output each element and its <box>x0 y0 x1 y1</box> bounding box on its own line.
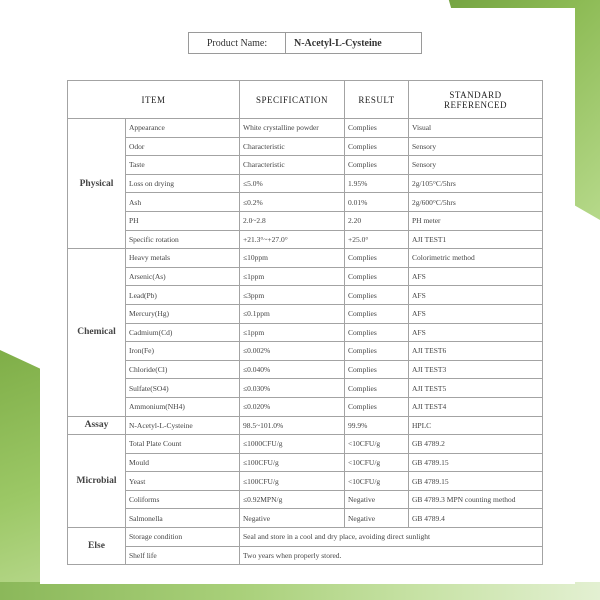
table-row <box>68 453 543 472</box>
table-row <box>68 416 543 435</box>
result-cell: 1.95% <box>345 174 409 193</box>
item-cell: Sulfate(SO4) <box>126 379 240 398</box>
table-row <box>68 193 543 212</box>
result-cell: Complies <box>345 286 409 305</box>
spec-cell: ≤1ppm <box>240 323 345 342</box>
result-cell: 2.20 <box>345 211 409 230</box>
table-row <box>68 472 543 491</box>
result-cell: Complies <box>345 397 409 416</box>
header-specification: SPECIFICATION <box>240 81 345 119</box>
spec-cell: ≤0.040% <box>240 360 345 379</box>
spec-cell: ≤0.020% <box>240 397 345 416</box>
spec-cell: ≤3ppm <box>240 286 345 305</box>
result-cell: Complies <box>345 156 409 175</box>
green-leaf-decoration-bottom <box>0 582 600 600</box>
standard-cell: AJI TEST3 <box>409 360 543 379</box>
spec-cell: ≤0.030% <box>240 379 345 398</box>
item-cell: Appearance <box>126 119 240 138</box>
standard-cell: GB 4789.2 <box>409 435 543 454</box>
result-cell: Complies <box>345 360 409 379</box>
table-row <box>68 528 543 547</box>
result-cell: Negative <box>345 490 409 509</box>
standard-cell: AJI TEST6 <box>409 342 543 361</box>
result-cell: Complies <box>345 323 409 342</box>
specification-table <box>67 80 543 565</box>
result-cell: Complies <box>345 249 409 268</box>
result-cell: Complies <box>345 379 409 398</box>
spec-cell: Negative <box>240 509 345 528</box>
spec-cell: ≤0.92MPN/g <box>240 490 345 509</box>
table-row <box>68 156 543 175</box>
spec-cell: ≤1000CFU/g <box>240 435 345 454</box>
spec-cell: ≤100CFU/g <box>240 453 345 472</box>
table-row <box>68 509 543 528</box>
standard-cell: 2g/105°C/5hrs <box>409 174 543 193</box>
item-cell: Salmonella <box>126 509 240 528</box>
spec-cell: 98.5~101.0% <box>240 416 345 435</box>
table-row <box>68 137 543 156</box>
table-row <box>68 342 543 361</box>
item-cell: Odor <box>126 137 240 156</box>
header-item: ITEM <box>68 81 240 119</box>
item-cell: Specific rotation <box>126 230 240 249</box>
result-cell: <10CFU/g <box>345 453 409 472</box>
standard-cell: Colorimetric method <box>409 249 543 268</box>
category-microbial: Microbial <box>68 435 126 528</box>
item-cell: Mercury(Hg) <box>126 304 240 323</box>
item-cell: Storage condition <box>126 528 240 547</box>
result-cell: 0.01% <box>345 193 409 212</box>
table-row <box>68 304 543 323</box>
table-row <box>68 119 543 138</box>
result-cell: Complies <box>345 342 409 361</box>
standard-cell: AJI TEST4 <box>409 397 543 416</box>
table-row <box>68 546 543 565</box>
spec-cell: ≤100CFU/g <box>240 472 345 491</box>
header-standard-line1: STANDARD <box>449 89 502 100</box>
result-cell: <10CFU/g <box>345 472 409 491</box>
standard-cell: AJI TEST1 <box>409 230 543 249</box>
table-row <box>68 323 543 342</box>
table-row <box>68 435 543 454</box>
table-row <box>68 230 543 249</box>
table-row <box>68 249 543 268</box>
item-cell: Coliforms <box>126 490 240 509</box>
spec-cell: Characteristic <box>240 137 345 156</box>
result-cell: <10CFU/g <box>345 435 409 454</box>
table-row <box>68 286 543 305</box>
table-row <box>68 490 543 509</box>
spec-cell: ≤0.2% <box>240 193 345 212</box>
standard-cell: Sensory <box>409 156 543 175</box>
table-header-row <box>68 81 543 119</box>
category-chemical: Chemical <box>68 249 126 416</box>
standard-cell: Sensory <box>409 137 543 156</box>
product-name-label: Product Name: <box>189 33 286 53</box>
standard-cell: AFS <box>409 323 543 342</box>
table-row <box>68 360 543 379</box>
table-row <box>68 379 543 398</box>
item-cell: Ash <box>126 193 240 212</box>
result-cell: Complies <box>345 267 409 286</box>
item-cell: Total Plate Count <box>126 435 240 454</box>
spec-cell: Characteristic <box>240 156 345 175</box>
standard-cell: AFS <box>409 267 543 286</box>
item-cell: Iron(Fe) <box>126 342 240 361</box>
result-cell: Negative <box>345 509 409 528</box>
item-cell: Cadmium(Cd) <box>126 323 240 342</box>
spec-cell: 2.0~2.8 <box>240 211 345 230</box>
standard-cell: HPLC <box>409 416 543 435</box>
category-physical: Physical <box>68 119 126 249</box>
standard-cell: GB 4789.15 <box>409 472 543 491</box>
table-row <box>68 397 543 416</box>
item-cell: Yeast <box>126 472 240 491</box>
category-assay: Assay <box>68 416 126 435</box>
item-cell: Lead(Pb) <box>126 286 240 305</box>
table-row <box>68 267 543 286</box>
item-cell: Mould <box>126 453 240 472</box>
result-cell: Complies <box>345 137 409 156</box>
standard-cell: GB 4789.3 MPN counting method <box>409 490 543 509</box>
header-result: RESULT <box>345 81 409 119</box>
result-cell: Complies <box>345 119 409 138</box>
header-standard-line2: REFERENCED <box>443 99 507 110</box>
item-cell: Loss on drying <box>126 174 240 193</box>
standard-cell: AJI TEST5 <box>409 379 543 398</box>
item-cell: Ammonium(NH4) <box>126 397 240 416</box>
item-cell: N-Acetyl-L-Cysteine <box>126 416 240 435</box>
spec-cell: White crystalline powder <box>240 119 345 138</box>
spec-cell: ≤10ppm <box>240 249 345 268</box>
item-cell: Shelf life <box>126 546 240 565</box>
result-cell: +25.0° <box>345 230 409 249</box>
item-cell: Heavy metals <box>126 249 240 268</box>
product-name-value: N-Acetyl-L-Cysteine <box>294 37 382 49</box>
item-cell: Taste <box>126 156 240 175</box>
header-standard <box>409 81 543 119</box>
item-cell: PH <box>126 211 240 230</box>
standard-cell: AFS <box>409 304 543 323</box>
category-else: Else <box>68 528 126 565</box>
spec-cell: +21.3°~+27.0° <box>240 230 345 249</box>
standard-cell: GB 4789.15 <box>409 453 543 472</box>
spec-cell: ≤1ppm <box>240 267 345 286</box>
spec-cell-merged: Two years when properly stored. <box>240 546 543 565</box>
standard-cell: Visual <box>409 119 543 138</box>
result-cell: Complies <box>345 304 409 323</box>
spec-cell: ≤0.1ppm <box>240 304 345 323</box>
spec-cell: ≤5.0% <box>240 174 345 193</box>
standard-cell: GB 4789.4 <box>409 509 543 528</box>
standard-cell: PH meter <box>409 211 543 230</box>
standard-cell: AFS <box>409 286 543 305</box>
product-name-box <box>188 32 422 54</box>
table-row <box>68 174 543 193</box>
spec-cell-merged: Seal and store in a cool and dry place, avoiding direct sunlight <box>240 528 543 547</box>
spec-cell: ≤0.002% <box>240 342 345 361</box>
item-cell: Chloride(Cl) <box>126 360 240 379</box>
item-cell: Arsenic(As) <box>126 267 240 286</box>
table-row <box>68 211 543 230</box>
result-cell: 99.9% <box>345 416 409 435</box>
standard-cell: 2g/600°C/5hrs <box>409 193 543 212</box>
